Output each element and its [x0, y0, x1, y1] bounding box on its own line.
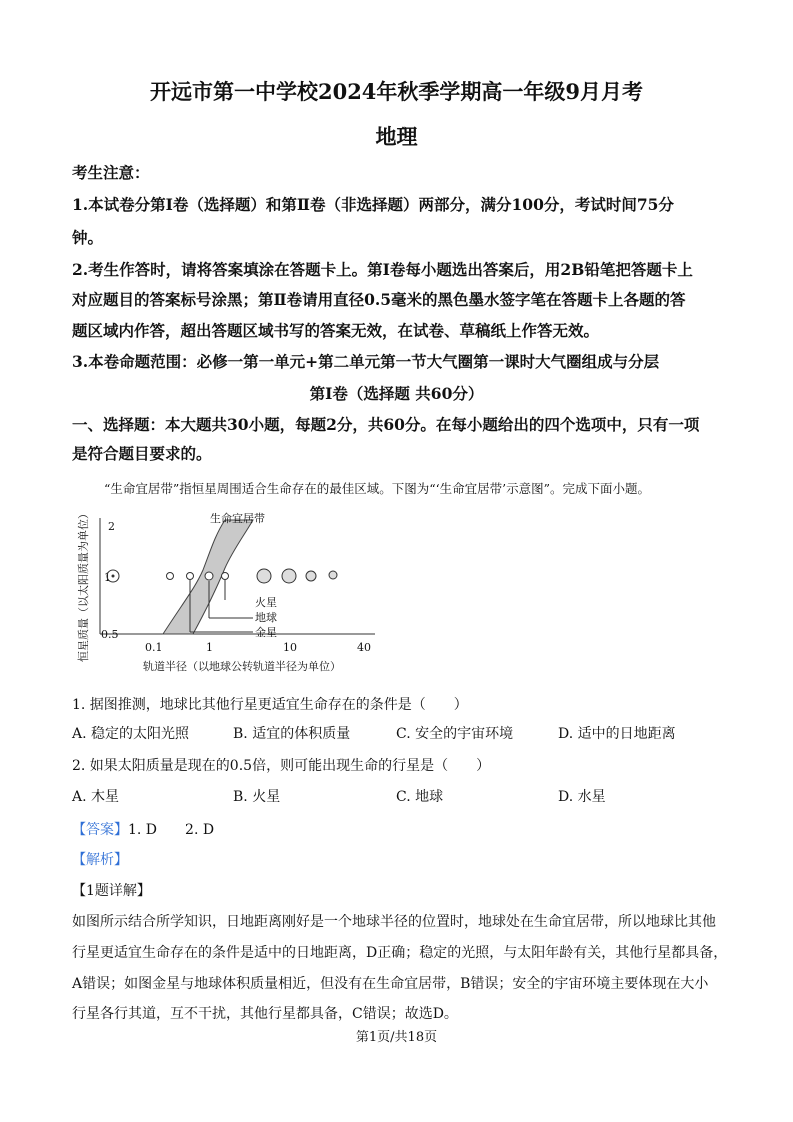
- planet-earth: [205, 572, 213, 580]
- x-tick-0.1: 0.1: [145, 641, 163, 654]
- notice-item-2-cont: 对应题目的答案标号涂黑；第Ⅱ卷请用直径0.5毫米的黑色墨水签字笔在答题卡上各题的答: [72, 290, 686, 309]
- analysis-tag: 【解析】: [72, 852, 128, 868]
- planet-venus: [187, 573, 194, 580]
- answer-line: [72, 819, 214, 839]
- y-tick-0.5: 0.5: [101, 628, 119, 641]
- notice-item-3: 3.本卷命题范围：必修一第一单元+第二单元第一节大气圈第一课时大气圈组成与分层: [72, 352, 660, 371]
- habitable-zone-label: 生命宜居带: [210, 512, 265, 525]
- x-tick-10: 10: [283, 641, 297, 654]
- notice-item-2: 2.考生作答时，请将答案填涂在答题卡上。第Ⅰ卷每小题选出答案后，用2B铅笔把答题卡上: [72, 260, 693, 279]
- x-tick-40: 40: [357, 641, 371, 654]
- planet-uranus: [306, 571, 316, 581]
- label-mars: 火星: [255, 596, 277, 609]
- planet-jupiter: [257, 569, 271, 583]
- y-tick-1: 1: [104, 571, 111, 584]
- question-2-stem: 2. 如果太阳质量是现在的0.5倍，则可能出现生命的行星是（ ）: [72, 758, 491, 774]
- y-axis-label: 恒星质量（以太阳质量为单位）: [77, 508, 90, 662]
- q1-option-a: A. 稳定的太阳光照: [72, 726, 190, 742]
- q2-option-d: D. 水星: [558, 789, 606, 805]
- answer-text: 1. D 2. D: [128, 822, 215, 838]
- q2-option-b: B. 火星: [233, 789, 281, 805]
- notice-item-1-cont: 钟。: [72, 228, 104, 247]
- q1-detail-heading: 【1题详解】: [72, 883, 151, 899]
- q1-option-d: D. 适中的日地距离: [558, 726, 676, 742]
- exam-title: 开远市第一中学校2024年秋季学期高一年级9月月考: [149, 79, 644, 104]
- notice-heading: 考生注意：: [72, 163, 150, 182]
- notice-item-2-cont2: 题区域内作答，超出答题区域书写的答案无效，在试卷、草稿纸上作答无效。: [72, 321, 600, 340]
- y-tick-2: 2: [108, 520, 115, 533]
- x-axis-label: 轨道半径（以地球公转轨道半径为单位）: [143, 660, 341, 673]
- label-venus: 金星: [255, 626, 277, 639]
- planet-saturn: [282, 569, 296, 583]
- q1-option-b: B. 适宜的体积质量: [233, 726, 351, 742]
- analysis-line-3: A错误；如图金星与地球体积质量相近，但没有在生命宜居带，B错误；安全的宇宙环境主要体现在大小: [72, 976, 709, 992]
- section-title: 第Ⅰ卷（选择题 共60分）: [309, 384, 484, 403]
- x-tick-1: 1: [206, 641, 213, 654]
- planet-neptune: [329, 571, 337, 579]
- q2-option-c: C. 地球: [396, 789, 444, 805]
- answer-tag: 【答案】: [72, 822, 128, 838]
- page-footer: 第1页/共18页: [355, 1030, 438, 1045]
- sun-marker-dot: [112, 575, 115, 578]
- planet-mercury: [167, 573, 174, 580]
- question-1-stem: 1. 据图推测，地球比其他行星更适宜生命存在的条件是（ ）: [72, 697, 468, 713]
- notice-item-1: 1.本试卷分第Ⅰ卷（选择题）和第Ⅱ卷（非选择题）两部分，满分100分，考试时间75分: [72, 195, 674, 214]
- q1-option-c: C. 安全的宇宙环境: [396, 726, 514, 742]
- q2-option-a: A. 木星: [72, 789, 120, 805]
- section-instruction-cont: 是符合题目要求的。: [72, 444, 212, 463]
- section-instruction: 一、选择题：本大题共30小题，每题2分，共60分。在每小题给出的四个选项中，只有一项: [72, 415, 700, 434]
- question-intro: “生命宜居带”指恒星周围适合生命存在的最佳区域。下图为“‘生命宜居带’示意图”。完成下面小题。: [104, 481, 651, 496]
- analysis-line-1: 如图所示结合所学知识，日地距离刚好是一个地球半径的位置时，地球处在生命宜居带，所以地球比其他: [72, 914, 716, 930]
- planet-mars: [222, 573, 229, 580]
- analysis-line-4: 行星各行其道，互不干扰，其他行星都具备，C错误；故选D。: [72, 1006, 458, 1022]
- habitable-zone-figure: [75, 500, 395, 680]
- subject-title: 地理: [375, 124, 418, 149]
- analysis-line-2: 行星更适宜生命存在的条件是适中的日地距离，D正确；稳定的光照，与太阳年龄有关，其他行星都具备，: [72, 945, 728, 961]
- label-earth: 地球: [255, 611, 277, 624]
